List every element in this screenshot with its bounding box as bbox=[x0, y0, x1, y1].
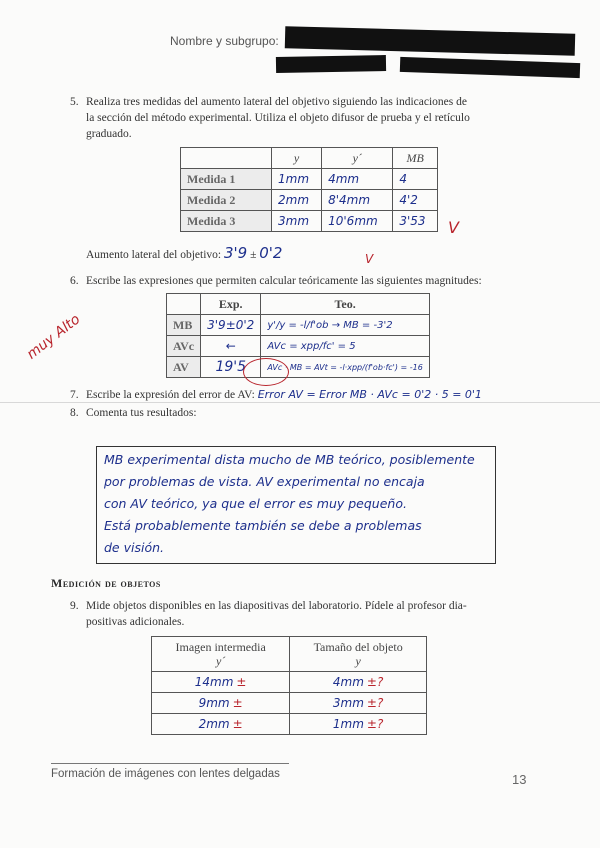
table-row: 2mm ± 1mm ±? bbox=[152, 714, 427, 735]
table-row: Medida 2 2mm 8'4mm 4'2 bbox=[181, 190, 438, 211]
answer-line: Está probablemente también se debe a problemas bbox=[104, 518, 422, 533]
table-row: AVc ← AVc = xpp/fc' = 5 bbox=[167, 336, 430, 357]
table-row: AV 19'5 AVc · MB = AVt = -l·xpp/(f'ob·fc') = -16 bbox=[167, 357, 430, 378]
table-row: Medida 3 3mm 10'6mm 3'53 bbox=[181, 211, 438, 232]
margin-note: muy Alto bbox=[24, 311, 84, 363]
table-row: 14mm ± 4mm ±? bbox=[152, 672, 427, 693]
question-6: 6. Escribe las expresiones que permiten calcular teóricamente las siguientes magnitudes: bbox=[70, 275, 482, 287]
redaction-bar bbox=[276, 55, 386, 73]
q9-objects-table: Imagen intermedia y´ Tamaño del objeto y 14mm ± 4mm ±? 9mm ± 3mm ±? 2mm ± 1mm ±? bbox=[151, 636, 427, 735]
answer-line: MB experimental dista mucho de MB teórico, posiblemente bbox=[104, 452, 475, 467]
footer-rule bbox=[51, 763, 289, 764]
question-9: 9. Mide objetos disponibles en las diapositivas del laboratorio. Pídele al profesor dia- positivas adicionales. bbox=[70, 600, 467, 628]
table-row: Medida 1 1mm 4mm 4 bbox=[181, 169, 438, 190]
q6-expression-table: Exp. Teo. MB 3'9±0'2 y'/y = -l/f'ob → MB = -3'2 AVc ← AVc = xpp/fc' = 5 AV 19'5 AVc · MB = AVt = -l·xpp/(f'ob·fc') = -16 bbox=[166, 293, 430, 378]
answer-line: de visión. bbox=[104, 540, 164, 555]
footer-title: Formación de imágenes con lentes delgadas bbox=[51, 768, 280, 780]
table-row: MB 3'9±0'2 y'/y = -l/f'ob → MB = -3'2 bbox=[167, 315, 430, 336]
answer-line: con AV teórico, ya que el error es muy pequeño. bbox=[104, 496, 407, 511]
section-title: Medición de objetos bbox=[51, 576, 161, 590]
redaction-bar bbox=[285, 26, 575, 56]
table-row: 9mm ± 3mm ±? bbox=[152, 693, 427, 714]
redaction-bar bbox=[400, 57, 580, 78]
name-subgroup-label: Nombre y subgrupo: bbox=[170, 34, 279, 48]
page-number: 13 bbox=[512, 772, 527, 787]
q5-measure-table: y y´ MB Medida 1 1mm 4mm 4 Medida 2 2mm 8'4mm 4'2 Medida 3 3mm 10'6mm 3'53 bbox=[180, 147, 438, 232]
question-8: 8. Comenta tus resultados: bbox=[70, 407, 197, 419]
question-5: 5. Realiza tres medidas del aumento lateral del objetivo siguiendo las indicaciones de la sección del método experimental. Utiliza el objeto difusor de prueba y el retículo graduado. bbox=[70, 96, 470, 140]
check-mark: V bbox=[448, 218, 459, 237]
question-7: 7. Escribe la expresión del error de AV: Error AV = Error MB · AVc = 0'2 · 5 = 0'1 bbox=[70, 388, 482, 401]
page-fold bbox=[0, 402, 600, 403]
red-circle-mark bbox=[243, 358, 289, 386]
answer-line: por problemas de vista. AV experimental no encaja bbox=[104, 474, 425, 489]
check-mark: V bbox=[365, 252, 374, 266]
aumento-lateral-line: Aumento lateral del objetivo: 3'9 ± 0'2 bbox=[86, 244, 283, 262]
